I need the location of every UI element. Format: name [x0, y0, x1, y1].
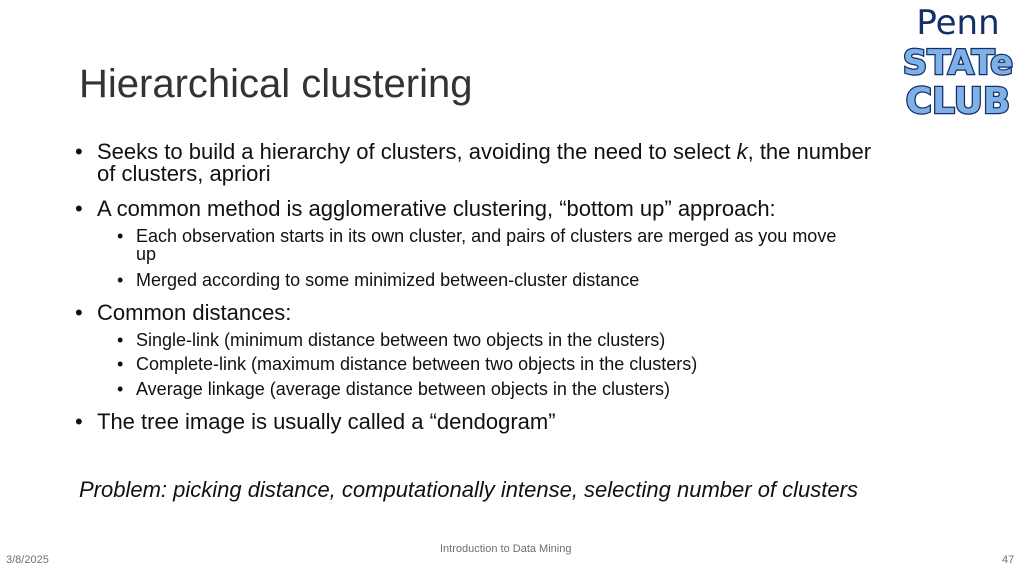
- bullet-1-marker: •: [75, 139, 83, 164]
- logo-state-text: STATe: [902, 43, 1014, 83]
- sub-bullet-2a-text: Each observation starts in its own cluster, and pairs of clusters are merged as you move: [136, 226, 837, 246]
- logo-club-text: CLUB: [905, 81, 1011, 120]
- logo-penn-text: Penn: [916, 3, 1000, 43]
- bullet-3-marker: •: [75, 300, 83, 325]
- sub-bullet-2b-marker: •: [117, 270, 124, 290]
- sub-bullet-2a-continuation: up: [136, 244, 157, 264]
- footer-course-title: Introduction to Data Mining: [440, 543, 572, 555]
- sub-bullet-3a-text: Single-link (minimum distance between two objects in the clusters): [136, 330, 666, 350]
- bullet-1-text: [97, 141, 871, 163]
- bullet-1-continuation: of clusters, apriori: [97, 161, 271, 186]
- bullet-1-text-after: , the number: [747, 139, 872, 164]
- bullet-1-text-before: Seeks to build a hierarchy of clusters, avoiding the need to select: [97, 139, 737, 164]
- bullet-3-text: Common distances:: [97, 300, 292, 325]
- bullet-2-text: A common method is agglomerative clustering, “bottom up” approach:: [97, 196, 776, 221]
- sub-bullet-3c-text: Average linkage (average distance between objects in the clusters): [136, 379, 670, 399]
- bullet-4-marker: •: [75, 409, 83, 434]
- footer-date: 3/8/2025: [6, 554, 49, 566]
- footer-page-number: 47: [1002, 554, 1015, 566]
- slide-title: Hierarchical clustering: [79, 62, 473, 106]
- sub-bullet-3a-marker: •: [117, 330, 124, 350]
- sub-bullet-3b-marker: •: [117, 354, 124, 374]
- bullet-2-marker: •: [75, 196, 83, 221]
- sub-bullet-3b-text: Complete-link (maximum distance between two objects in the clusters): [136, 354, 698, 374]
- bullet-1-k: k: [736, 139, 748, 164]
- sub-bullet-3c-marker: •: [117, 379, 124, 399]
- sub-bullet-2b-text: Merged according to some minimized between-cluster distance: [136, 270, 640, 290]
- bullet-4-text: The tree image is usually called a “dendogram”: [97, 409, 556, 434]
- sub-bullet-2a-marker: •: [117, 226, 124, 246]
- problem-statement: Problem: picking distance, computationally intense, selecting number of clusters: [79, 477, 858, 502]
